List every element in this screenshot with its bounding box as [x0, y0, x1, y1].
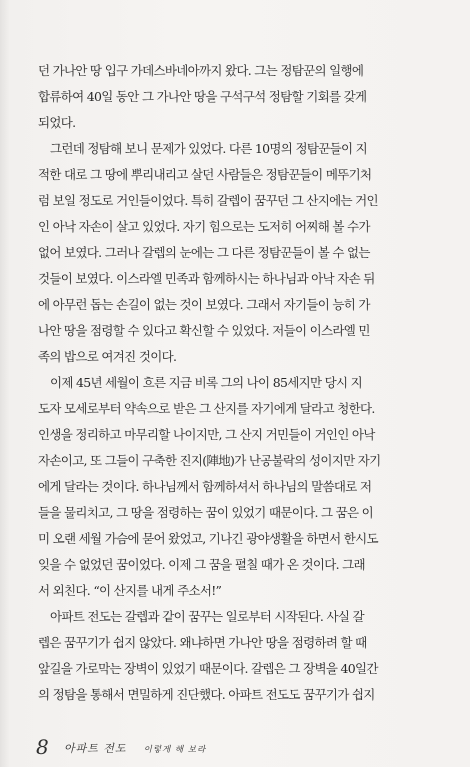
- text-line: 적한 대로 그 땅에 뿌리내리고 살던 사람들은 정탐꾼들이 메뚜기처: [38, 167, 372, 182]
- text-line: 렙은 꿈꾸기가 쉽지 않았다. 왜냐하면 가나안 땅을 점령하려 할 때: [38, 635, 367, 650]
- running-title: 아파트 전도: [63, 742, 127, 755]
- text-line: 인생을 정리하고 마무리할 나이지만, 그 산지 거민들이 거인인 아낙: [38, 427, 375, 442]
- text-line: 서 외친다. “이 산지를 내게 주소서!”: [38, 583, 222, 598]
- text-line: 럼 보일 정도로 거인들이었다. 특히 갈렙이 꿈꾸던 그 산지에는 거인: [38, 193, 378, 208]
- running-subtitle: 이렇게 해 보라: [143, 745, 207, 755]
- text-line: 던 가나안 땅 입구 가데스바네아까지 왔다. 그는 정탐꾼의 일행에: [38, 63, 364, 78]
- text-line: 미 오랜 세월 가슴에 묻어 왔었고, 기나긴 광야생활을 하면서 한시도: [38, 531, 378, 546]
- text-line: 의 정탐을 통해서 면밀하게 진단했다. 아파트 전도도 꿈꾸기가 쉽지: [38, 687, 375, 702]
- text-line: 족의 밥으로 여겨진 것이다.: [38, 349, 177, 364]
- text-line: 도자 모세로부터 약속으로 받은 그 산지를 자기에게 달라고 청한다.: [38, 401, 375, 416]
- body-text: [38, 58, 448, 708]
- text-line: 인 아낙 자손이 살고 있었다. 자기 힘으로는 도저히 어찌해 볼 수가: [38, 219, 370, 234]
- text-line: 들을 물리치고, 그 땅을 점령하는 꿈이 있었기 때문이다. 그 꿈은 이: [38, 505, 374, 520]
- page-footer: [36, 735, 206, 759]
- text-line: 에게 달라는 것이다. 하나님께서 함께하셔서 하나님의 말씀대로 저: [38, 479, 372, 494]
- text-line: 것들이 보였다. 이스라엘 민족과 함께하시는 하나님과 아낙 자손 뒤: [38, 271, 375, 286]
- text-line: 아파트 전도는 갈렙과 같이 꿈꾸는 일로부터 시작된다. 사실 갈: [50, 609, 364, 624]
- text-line: 이제 45년 세월이 흐른 지금 비록 그의 나이 85세지만 당시 지: [50, 375, 362, 390]
- text-line: 앞길을 가로막는 장벽이 있었기 때문이다. 갈렙은 그 장벽을 40일간: [38, 661, 378, 676]
- text-line: 에 아무런 돕는 손길이 없는 것이 보였다. 그래서 자기들이 능히 가: [38, 297, 370, 312]
- page-number: 8: [36, 735, 49, 759]
- text-line: 나안 땅을 점령할 수 있다고 확신할 수 있었다. 저들이 이스라엘 민: [38, 323, 370, 338]
- text-line: 되었다.: [38, 115, 76, 130]
- page-gutter-shadow: [0, 0, 10, 767]
- text-line: 없어 보였다. 그러나 갈렙의 눈에는 그 다른 정탐꾼들이 볼 수 없는: [38, 245, 370, 260]
- text-line: 자손이고, 또 그들이 구축한 진지(陣地)가 난공불락의 성이지만 자기: [38, 453, 381, 468]
- text-line: 그런데 정탐해 보니 문제가 있었다. 다른 10명의 정탐꾼들이 지: [50, 141, 367, 156]
- text-line: 잊을 수 없었던 꿈이었다. 이제 그 꿈을 펼칠 때가 온 것이다. 그래: [38, 557, 365, 572]
- text-line: 합류하여 40일 동안 그 가나안 땅을 구석구석 정탐할 기회를 갖게: [38, 89, 367, 104]
